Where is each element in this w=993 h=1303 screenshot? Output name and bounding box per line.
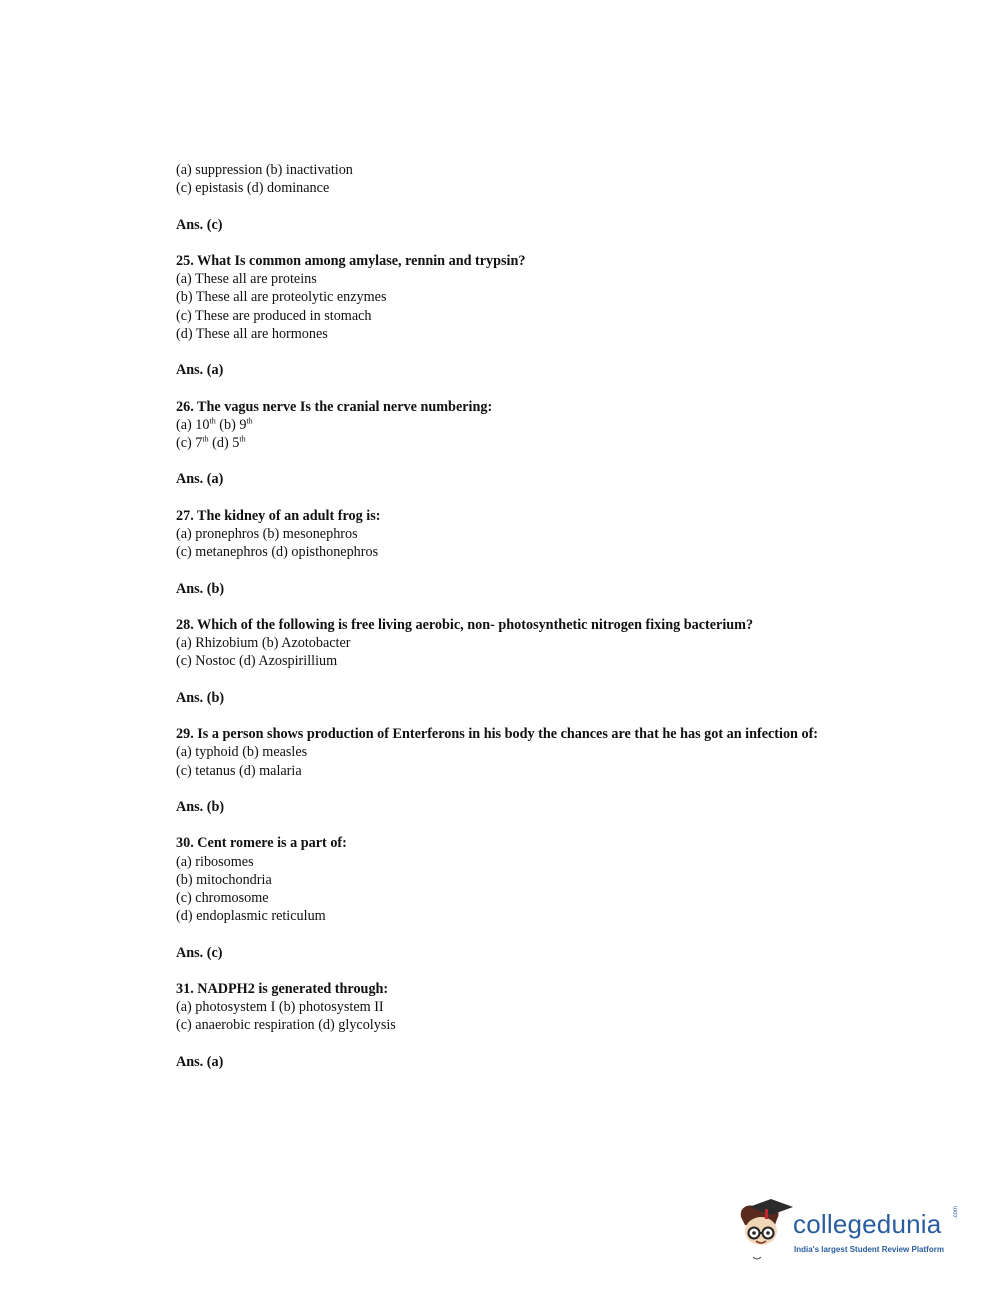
question-30: 30. Cent romere is a part of: [176,835,347,852]
logo-wordmark: collegedunia [793,1209,942,1239]
option-a: (a) 10 [176,416,210,433]
option-line: (c) epistasis (d) dominance [176,180,330,197]
option-line: (a) suppression (b) inactivation [176,162,353,178]
option-line: (c) tetanus (d) malaria [176,762,302,779]
option-line: (a) ribosomes [176,853,254,870]
option-c: (c) 7 [176,434,203,451]
mascot-icon [735,1195,795,1267]
option-line: (c) These are produced in stomach [176,307,372,324]
option-line: (d) endoplasmic reticulum [176,908,326,925]
answer: Ans. (a) [176,362,224,379]
option-b: (b) 9 [215,416,247,433]
option-line: (a) pronephros (b) mesonephros [176,525,358,542]
answer: Ans. (a) [176,471,224,488]
answer: Ans. (b) [176,580,225,597]
superscript: th [202,434,209,444]
question-31: 31. NADPH2 is generated through: [176,980,389,997]
option-line: (b) mitochondria [176,871,272,888]
option-line: (c) Nostoc (d) Azospirillium [176,653,338,670]
document-body [176,161,876,1071]
option-line: (c) anaerobic respiration (d) glycolysis [176,1017,396,1034]
answer: Ans. (c) [176,944,223,961]
superscript: th [239,434,246,444]
question-27: 27. The kidney of an adult frog is: [176,507,381,524]
logo-domain: .com [953,1205,959,1219]
answer: Ans. (c) [176,216,223,233]
option-line: (a) Rhizobium (b) Azotobacter [176,635,351,652]
question-26: 26. The vagus nerve Is the cranial nerve numbering: [176,398,493,415]
answer: Ans. (b) [176,798,225,815]
question-29: 29. Is a person shows production of Enterferons in his body the chances are that he has got an infection of: [176,726,819,743]
option-line: (a) These all are proteins [176,271,317,288]
question-28: 28. Which of the following is free living aerobic, non- photosynthetic nitrogen fixing bacterium? [176,616,754,633]
collegedunia-logo[interactable] [735,1195,965,1267]
option-line: (c) chromosome [176,889,269,906]
question-25: 25. What Is common among amylase, rennin and trypsin? [176,252,526,269]
option-line: (a) photosystem I (b) photosystem II [176,999,384,1016]
option-line: (a) typhoid (b) measles [176,744,308,761]
superscript: th [246,416,253,426]
option-line: (d) These all are hormones [176,325,328,342]
logo-tagline: India's largest Student Review Platform [794,1245,944,1254]
option-line: (b) These all are proteolytic enzymes [176,289,387,306]
option-line: (c) metanephros (d) opisthonephros [176,544,379,561]
superscript: th [209,416,216,426]
answer: Ans. (a) [176,1053,224,1070]
option-line [176,416,876,434]
option-d: (d) 5 [208,434,240,451]
option-line [176,434,876,452]
answer: Ans. (b) [176,689,225,706]
